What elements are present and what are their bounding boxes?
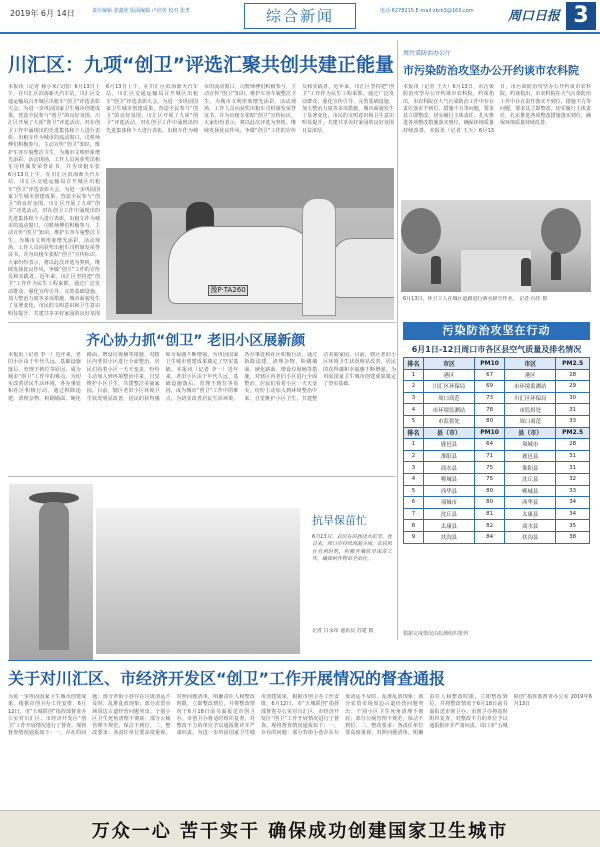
table-cell: 商水县 bbox=[423, 462, 474, 474]
table-cell: 鹿邑县 bbox=[423, 439, 474, 451]
section-divider bbox=[8, 322, 396, 323]
table-cell: 28 bbox=[556, 439, 590, 451]
table-cell: 29 bbox=[556, 381, 590, 393]
table-cell: 商水县 bbox=[505, 520, 556, 532]
table-cell: 80 bbox=[475, 485, 505, 497]
table-cell: 1 bbox=[404, 369, 424, 381]
community-body: 本报讯（记者 李一）近年来，老旧小区由于年代久远、基础设施落后、管理不到位等原因，成为城市“创卫”工作中的难点。为切实改善居民生活环境，各办事处和社区积极行动，通过拆除违建、清理杂物、粉刷墙面、硬化路面、增设垃圾桶等措施，对辖区内老旧小区进行全面整治。居民们看着小区一天天变美，纷纷主动加入到环境整治中来，自觉维护小区卫生，共建整洁美丽家园。目前，辖区老旧小区环境卫生状况明显改善，居民的获得感和幸福感不断增强，为巩固国家卫生城市创建成果奠定了坚实基础。本报讯（记者 李一）近年来，老旧小区由于年代久远、基础设施落后、管理不到位等原因，成为城市“创卫”工作中的难点。为切实改善居民生活环境，各办事处和社区积极行动，通过拆除违建、清理杂物、粉刷墙面、硬化路面、增设垃圾桶等措施，对辖区内老旧小区进行全面整治。居民们看着小区一天天变美，纷纷主动加入到环境整治中来，自觉维护小区卫生，共建整洁美丽家园。目前，辖区老旧小区环境卫生状况明显改善，居民的获得感和幸福感不断增强，为巩固国家卫生城市创建成果奠定了坚实基础。 bbox=[8, 352, 396, 402]
table-cell: 6 bbox=[404, 497, 424, 509]
table-cell: 80 bbox=[475, 497, 505, 509]
lead-byline: 本报讯（记者 杨小米/文图） bbox=[8, 84, 75, 90]
masthead bbox=[0, 0, 600, 34]
table-cell: 33 bbox=[556, 415, 590, 427]
table-cell: 市环境监测站 bbox=[505, 381, 556, 393]
field-irrigation-photo bbox=[96, 508, 300, 654]
table-cell: 港区 bbox=[423, 369, 474, 381]
table-row bbox=[404, 497, 590, 509]
notice-signature: 周口市“五城联创”指挥部督查办公室 2019年6月13日 bbox=[479, 694, 592, 730]
table-cell: 75 bbox=[475, 462, 505, 474]
editors-line: 责任编辑 张鑫欣 版面编辑 卢培英 校对 张勇 bbox=[92, 8, 190, 14]
lead-body-columns: 6月13日上午，在川汇区滨海新天汽车站，川汇区交通运输局召开城区出租车“创卫”评选表彰大会。为进一步巩固国家卫生城市创建成果，营造全民参与“创卫”的良好氛围，川汇区开展了九项“创卫”评选活动，对在创卫工作中涌现出的先进集体和个人进行表彰。出租车作为城市的流动窗口，司机师傅们积极参与，主动宣传“创卫”知识，维护车容车貌整洁卫生，为城市文明形象增光添彩。活动现场，工作人员向获奖出租车司机颁发荣誉证书，并为出租车张贴“创卫”宣传标识。大家纷纷表示，将以此次评选为契机，继续发扬优良作风，争做“创卫”工作的宣传员和实践者。近年来，川汇区坚持把“创卫”工作作为民生工程来抓，通过广泛发动群众、强化宣传引导、完善基础设施、加大整治力度等多项措施，城市面貌发生了显著变化，市民的文明意识和卫生意识明显提升，共建共享美好家园的良好氛围日益浓厚。 bbox=[106, 84, 394, 134]
pollution-photo-caption: 6月13日，环卫工人在城区道路进行洒水降尘作业。 记者 冯佳 摄 bbox=[403, 296, 548, 302]
table-cell: 港区 bbox=[505, 369, 556, 381]
air-table-banner: 污染防治攻坚在行动 bbox=[403, 322, 590, 340]
table-cell: 9 bbox=[404, 531, 424, 543]
table-cell: 项城市 bbox=[505, 439, 556, 451]
pollution-body: 本报讯（记者 王天）6月13日，市污染防治攻坚办公开约谈市农科院。约谈指出，市农科院在大气污染防治工作中存在责任落实不到位、措施不力等问题，要求其立即整改，切实履行主体责任，扎实推进各项整改措施落实到位，确保环境质量持续改善。本报讯（记者 王天）6月13日，市污染防治攻坚办公开约谈市农科院。约谈指出，市农科院在大气污染防治工作中存在责任落实不到位、措施不力等问题，要求其立即整改，切实履行主体责任，扎实推进各项整改措施落实到位，确保环境质量持续改善。 bbox=[403, 84, 591, 134]
table-cell: 周口商范 bbox=[423, 392, 474, 404]
air-table-title: 6月1日-12日周口市各区县空气质量及排名情况 bbox=[411, 345, 582, 354]
table-cell: 2 bbox=[404, 381, 424, 393]
table-cell: 84 bbox=[475, 531, 505, 543]
table-cell: 周口商范 bbox=[505, 415, 556, 427]
table-cell: 67 bbox=[475, 369, 505, 381]
table-row bbox=[404, 531, 590, 543]
table-cell: 71 bbox=[475, 450, 505, 462]
table-cell: 郸城县 bbox=[505, 485, 556, 497]
farmer-photo bbox=[9, 484, 93, 660]
table-cell: 扶沟县 bbox=[423, 531, 474, 543]
table-cell: 太康县 bbox=[505, 508, 556, 520]
table-cell: 78 bbox=[475, 404, 505, 416]
table-row bbox=[404, 415, 590, 427]
table-cell: 31 bbox=[556, 404, 590, 416]
table-cell: 淮阳县 bbox=[423, 450, 474, 462]
table-cell: 5 bbox=[404, 485, 424, 497]
table-cell: 西华县 bbox=[423, 485, 474, 497]
table-cell: 沈丘县 bbox=[423, 508, 474, 520]
table-cell: 33 bbox=[556, 485, 590, 497]
table-cell: 4 bbox=[404, 404, 424, 416]
license-plate: 豫P·TA260 bbox=[208, 285, 248, 296]
table-row bbox=[404, 508, 590, 520]
table-cell: 30 bbox=[556, 392, 590, 404]
column-divider bbox=[397, 40, 398, 640]
table-header-row: 排名 市区 PM10 市区 PM2.5 bbox=[404, 358, 590, 370]
table-cell: 沈丘县 bbox=[505, 473, 556, 485]
newspaper-logo: 周口日报 bbox=[508, 9, 561, 24]
issue-date: 2019年 6月 14日 bbox=[10, 9, 75, 18]
table-cell: 市监督处 bbox=[505, 404, 556, 416]
table-cell: 69 bbox=[475, 381, 505, 393]
table-cell: 82 bbox=[475, 520, 505, 532]
section-divider-2 bbox=[8, 476, 396, 477]
table-cell: 3 bbox=[404, 462, 424, 474]
drought-credit: 记者 白永帝 通讯员 苏建 摄 bbox=[312, 628, 374, 634]
table-cell: 市监督处 bbox=[423, 415, 474, 427]
table-row bbox=[404, 473, 590, 485]
lead-byline-text bbox=[8, 84, 100, 170]
table-cell: 太康县 bbox=[423, 520, 474, 532]
table-cell: 8 bbox=[404, 520, 424, 532]
footer-slogan: 万众一心 苦干实干 确保成功创建国家卫生城市 bbox=[91, 821, 509, 842]
table-cell: 鹿邑县 bbox=[505, 450, 556, 462]
table-cell: 73 bbox=[475, 392, 505, 404]
contact-line: 电话:6278215 E-mail:zkrb3@163.com bbox=[380, 8, 474, 14]
table-cell: 31 bbox=[556, 450, 590, 462]
table-cell: 郸城县 bbox=[423, 473, 474, 485]
table-cell: 64 bbox=[475, 439, 505, 451]
drought-caption: 6月13日，农民在田间浇水抗旱。连日来，周口市持续高温少雨，农民抓住有利时机，积极开展抗旱保苗工作，确保秋作物苗全苗壮。 bbox=[312, 534, 392, 562]
table-row bbox=[404, 404, 590, 416]
pollution-kicker: 周污染防治办公厅 bbox=[403, 50, 452, 57]
table-row bbox=[404, 381, 590, 393]
table-cell: 75 bbox=[475, 473, 505, 485]
table-row bbox=[404, 485, 590, 497]
table-cell: 淮阳县 bbox=[505, 462, 556, 474]
table-cell: 34 bbox=[556, 508, 590, 520]
table-cell: 扶沟县 bbox=[505, 531, 556, 543]
notice-body: 为进一步巩固国家卫生城市创建成果，根据市创卫办工作安排，6月12日，市“五城联创”指挥部督查办公室对川汇区、市经济开发区“创卫”工作开展情况进行了督查。现将督查情况通报如下：一、存在的问题：部分背街小巷存在垃圾清运不及时、乱堆乱放现象；部分农贸市场周边占道经营问题突出；个别小区卫生死角清理不彻底；部分公厕管理不规范，保洁不到位。二、整改要求：各责任单位要高度重视，对照问题清单，明确责任人和整改时限，立即整改到位，并将整改情况于6月18日前书面报送市创卫办。市创卫办将适时组织复查，对整改不力的单位予以通报批评并严肃问责。为进一步巩固国家卫生城市创建成果，根据市创卫办工作安排，6月12日，市“五城联创”指挥部督查办公室对川汇区、市经济开发区“创卫”工作开展情况进行了督查。现将督查情况通报如下：一、存在的问题：部分背街小巷存在垃圾清运不及时、乱堆乱放现象；部分农贸市场周边占道经营问题突出；个别小区卫生死角清理不彻底；部分公厕管理不规范，保洁不到位。二、整改要求：各责任单位要高度重视，对照问题清单，明确责任人和整改时限，立即整改到位，并将整改情况于6月18日前书面报送市创卫办。市创卫办将适时组织复查，对整改不力的单位予以通报批评并严肃问责。周口市“五城联创”指挥部督查办公室 2019年6月13日 bbox=[8, 694, 592, 737]
table-cell: 35 bbox=[556, 520, 590, 532]
lead-body: 6月13日上午，在川汇区滨海新天汽车站，川汇区交通运输局召开城区出租车“创卫”评选表彰大会。为进一步巩固国家卫生城市创建成果，营造全民参与“创卫”的良好氛围，川汇区开展了九项“创卫”评选活动，对在创卫工作中涌现出的先进集体和个人进行表彰。出租车作为城市的流动窗口，司机师傅们积极参与，主动宣传“创卫”知识，维护车容车貌整洁卫生，为城市文明形象增光添彩。活动现场，工作人员向获奖出租车司机颁发荣誉证书，并为出租车张 bbox=[8, 84, 100, 170]
page-number: 3 bbox=[566, 2, 596, 30]
drought-caption-title: 抗旱保苗忙 bbox=[312, 514, 367, 527]
table-cell: 81 bbox=[475, 508, 505, 520]
footer-banner bbox=[0, 810, 600, 847]
table-row bbox=[404, 520, 590, 532]
table-cell: 川汇区环保局 bbox=[423, 381, 474, 393]
taxi-award-photo bbox=[106, 168, 394, 320]
table-row bbox=[404, 439, 590, 451]
lead-body-continued: 6月13日上午，在川汇区滨海新天汽车站，川汇区交通运输局召开城区出租车“创卫”评选表彰大会。为进一步巩固国家卫生城市创建成果，营造全民参与“创卫”的良好氛围，川汇区开展了九项“创卫”评选活动，对在创卫工作中涌现出的先进集体和个人进行表彰。出租车作为城市的流动窗口，司机师傅们积极参与，主动宣传“创卫”知识，维护车容车貌整洁卫生，为城市文明形象增光添彩。活动现场，工作人员向获奖出租车司机颁发荣誉证书，并为出租车张贴“创卫”宣传标识。大家纷纷表示，将以此次评选为契机，继续发扬优良作风，争做“创卫”工作的宣传员和实践者。近年来，川汇区坚持把“创卫”工作作为民生工程来抓，通过广泛发动群众、强化宣传引导、完善基础设施、加大整治力度等多项措施，城市面貌发生了显著变化，市民的文明意识和卫生意识明显提升，共建共享美好家园的良好氛围 bbox=[8, 172, 100, 317]
table-cell: 7 bbox=[404, 508, 424, 520]
table-cell: 2 bbox=[404, 450, 424, 462]
table-cell: 川汇区环保局 bbox=[505, 392, 556, 404]
table-row bbox=[404, 392, 590, 404]
section-title: 综合新闻 bbox=[244, 3, 356, 29]
table-row bbox=[404, 450, 590, 462]
air-quality-table bbox=[403, 357, 590, 544]
pollution-headline: 市污染防治攻坚办公开约谈市农科院 bbox=[403, 64, 579, 77]
notice-headline: 关于对川汇区、市经济开发区“创卫”工作开展情况的督查通报 bbox=[8, 669, 446, 688]
lead-headline: 川汇区：九项“创卫”评选汇聚共创共建正能量 bbox=[8, 54, 394, 76]
table-cell: 28 bbox=[556, 369, 590, 381]
notice-divider bbox=[8, 660, 592, 661]
table-cell: 3 bbox=[404, 392, 424, 404]
table-cell: 项城市 bbox=[423, 497, 474, 509]
table-cell: 1 bbox=[404, 439, 424, 451]
table-cell: 市环境监测站 bbox=[423, 404, 474, 416]
table-cell: 38 bbox=[556, 531, 590, 543]
table-cell: 31 bbox=[556, 462, 590, 474]
table-row bbox=[404, 462, 590, 474]
community-headline: 齐心协力抓“创卫” 老旧小区展新颜 bbox=[86, 333, 306, 349]
table-cell: 32 bbox=[556, 473, 590, 485]
table-row bbox=[404, 369, 590, 381]
street-sprinkling-photo bbox=[401, 200, 591, 292]
table-cell: 西华县 bbox=[505, 497, 556, 509]
table-cell: 4 bbox=[404, 473, 424, 485]
table-cell: 34 bbox=[556, 497, 590, 509]
table-cell: 80 bbox=[475, 415, 505, 427]
table-header-row: 排名 县（市） PM10 县（市） PM2.5 bbox=[404, 427, 590, 439]
air-table-source: 根据完成情况由监测组织排列 bbox=[403, 631, 469, 637]
table-cell: 5 bbox=[404, 415, 424, 427]
